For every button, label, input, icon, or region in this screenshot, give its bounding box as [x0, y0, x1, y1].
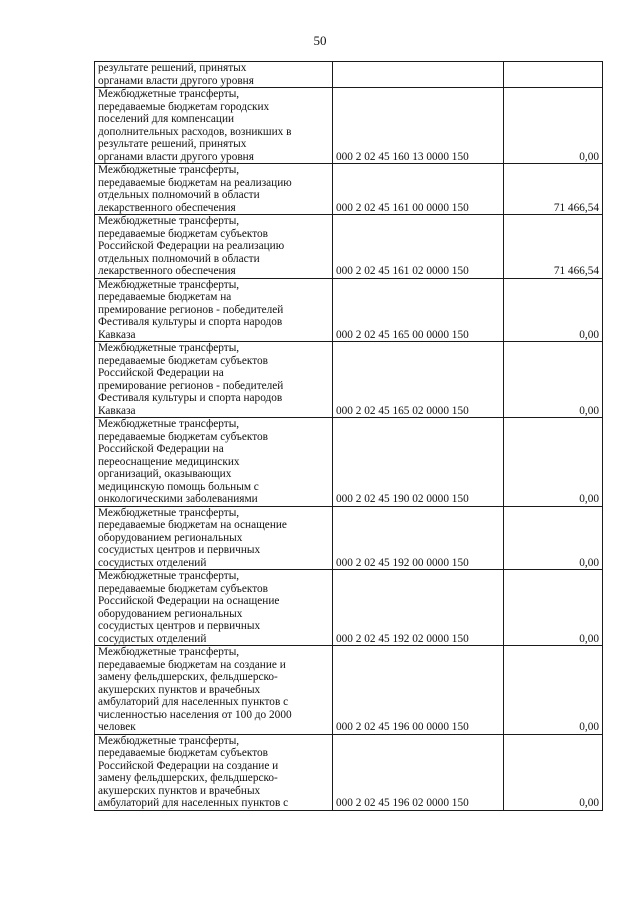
transfer-name-line: Межбюджетные трансферты, [98, 215, 240, 227]
transfer-name-cell [95, 342, 333, 418]
budget-code-cell: 000 2 02 45 161 02 0000 150 [333, 215, 504, 279]
transfer-name-line: органами власти другого уровня [98, 150, 254, 163]
table-row [95, 734, 603, 810]
amount-cell: 71 466,54 [504, 164, 603, 215]
transfer-name-line: отдельных полномочий в области [98, 189, 260, 201]
amount-cell: 0,00 [504, 506, 603, 570]
transfer-name-line: организаций, оказывающих [98, 468, 232, 480]
transfer-name-line: отдельных полномочий в области [98, 252, 260, 265]
transfer-name-cell [95, 278, 333, 342]
transfer-name-line: Кавказа [98, 328, 136, 341]
transfer-name-line: Межбюджетные трансферты, [98, 734, 240, 747]
budget-table [94, 61, 603, 811]
table-row [95, 570, 603, 646]
transfer-name-cell [95, 88, 333, 164]
table-row [95, 88, 603, 164]
transfer-name-line: сосудистых центров и первичных [98, 544, 261, 556]
transfer-name-line: акушерских пунктов и врачебных [98, 683, 261, 696]
transfer-name-line: Фестиваля культуры и спорта народов [98, 316, 283, 328]
table-row [95, 215, 603, 279]
transfer-name-line: оборудованием региональных [98, 607, 243, 620]
amount-cell: 0,00 [504, 418, 603, 507]
transfer-name-line: человек [98, 721, 136, 733]
amount-cell: 0,00 [504, 570, 603, 646]
budget-code-cell: 000 2 02 45 196 02 0000 150 [333, 734, 504, 810]
budget-code-cell [333, 62, 504, 88]
transfer-name-line: передаваемые бюджетам субъектов [98, 430, 269, 443]
transfer-name-line: Фестиваля культуры и спорта народов [98, 392, 283, 404]
transfer-name-line: поселений для компенсации [98, 113, 235, 125]
transfer-name-line: Межбюджетные трансферты, [98, 164, 240, 176]
transfer-name-line: замену фельдшерских, фельдшерско- [98, 671, 278, 683]
budget-code-cell: 000 2 02 45 192 02 0000 150 [333, 570, 504, 646]
transfer-name-cell [95, 646, 333, 735]
transfer-name-line: передаваемые бюджетам на создание и [98, 658, 286, 671]
budget-code-cell: 000 2 02 45 161 00 0000 150 [333, 164, 504, 215]
budget-code-cell: 000 2 02 45 192 00 0000 150 [333, 506, 504, 570]
transfer-name-line: органами власти другого уровня [98, 74, 254, 87]
transfer-name-cell [95, 164, 333, 215]
transfer-name-line: дополнительных расходов, возникших в [98, 125, 292, 138]
transfer-name-line: Межбюджетные трансферты, [98, 646, 240, 658]
transfer-name-line: Российской Федерации на оснащение [98, 595, 280, 607]
budget-code-cell: 000 2 02 45 165 02 0000 150 [333, 342, 504, 418]
transfer-name-line: онкологическими заболеваниями [98, 493, 258, 505]
budget-code-cell: 000 2 02 45 160 13 0000 150 [333, 88, 504, 164]
transfer-name-line: сосудистых отделений [98, 556, 207, 569]
transfer-name-line: Межбюджетные трансферты, [98, 88, 240, 100]
transfer-name-line: передаваемые бюджетам городских [98, 100, 270, 113]
transfer-name-line: оборудованием региональных [98, 531, 243, 544]
transfer-name-cell [95, 215, 333, 279]
table-row [95, 418, 603, 507]
transfer-name-cell [95, 734, 333, 810]
transfer-name-line: Российской Федерации на [98, 443, 224, 455]
transfer-name-line: Российской Федерации на [98, 367, 224, 379]
budget-table-body [95, 62, 603, 811]
transfer-name-line: Российской Федерации на создание и [98, 759, 279, 772]
transfer-name-line: передаваемые бюджетам субъектов [98, 582, 269, 595]
transfer-name-line: премирование регионов - победителей [98, 379, 284, 392]
transfer-name-line: Межбюджетные трансферты, [98, 342, 240, 354]
table-row [95, 62, 603, 88]
table-row [95, 342, 603, 418]
transfer-name-line: результате решений, принятых [98, 62, 247, 74]
table-row [95, 164, 603, 215]
table-row [95, 646, 603, 735]
transfer-name-line: сосудистых центров и первичных [98, 620, 261, 632]
amount-cell: 71 466,54 [504, 215, 603, 279]
table-row [95, 506, 603, 570]
transfer-name-line: Межбюджетные трансферты, [98, 278, 240, 291]
transfer-name-line: лекарственного обеспечения [98, 265, 236, 277]
page-number: 50 [313, 33, 327, 48]
transfer-name-line: Межбюджетные трансферты, [98, 418, 240, 430]
amount-cell: 0,00 [504, 278, 603, 342]
transfer-name-cell [95, 570, 333, 646]
transfer-name-line: амбулаторий для населенных пунктов с [98, 696, 289, 708]
transfer-name-line: медицинскую помощь больным с [98, 480, 259, 493]
transfer-name-line: сосудистых отделений [98, 632, 207, 645]
budget-code-cell: 000 2 02 45 165 00 0000 150 [333, 278, 504, 342]
transfer-name-line: лекарственного обеспечения [98, 201, 236, 214]
transfer-name-line: Кавказа [98, 404, 136, 417]
transfer-name-cell [95, 506, 333, 570]
transfer-name-line: передаваемые бюджетам субъектов [98, 354, 269, 367]
transfer-name-line: передаваемые бюджетам субъектов [98, 227, 269, 240]
transfer-name-line: замену фельдшерских, фельдшерско- [98, 772, 278, 784]
transfer-name-cell [95, 418, 333, 507]
transfer-name-cell [95, 62, 333, 88]
amount-cell: 0,00 [504, 646, 603, 735]
transfer-name-line: переоснащение медицинских [98, 455, 240, 468]
transfer-name-line: передаваемые бюджетам на реализацию [98, 176, 292, 189]
transfer-name-line: акушерских пунктов и врачебных [98, 784, 261, 797]
table-row [95, 278, 603, 342]
transfer-name-line: Межбюджетные трансферты, [98, 506, 240, 519]
transfer-name-line: передаваемые бюджетам на [98, 291, 232, 303]
transfer-name-line: результате решений, принятых [98, 138, 247, 150]
transfer-name-line: Российской Федерации на реализацию [98, 240, 285, 252]
transfer-name-line: передаваемые бюджетам на оснащение [98, 519, 287, 531]
transfer-name-line: амбулаторий для населенных пунктов с [98, 797, 289, 809]
transfer-name-line: премирование регионов - победителей [98, 303, 284, 316]
transfer-name-line: передаваемые бюджетам субъектов [98, 747, 269, 759]
amount-cell: 0,00 [504, 342, 603, 418]
amount-cell: 0,00 [504, 88, 603, 164]
transfer-name-line: численностью населения от 100 до 2000 [98, 708, 292, 721]
amount-cell [504, 62, 603, 88]
budget-code-cell: 000 2 02 45 196 00 0000 150 [333, 646, 504, 735]
amount-cell: 0,00 [504, 734, 603, 810]
budget-code-cell: 000 2 02 45 190 02 0000 150 [333, 418, 504, 507]
transfer-name-line: Межбюджетные трансферты, [98, 570, 240, 582]
